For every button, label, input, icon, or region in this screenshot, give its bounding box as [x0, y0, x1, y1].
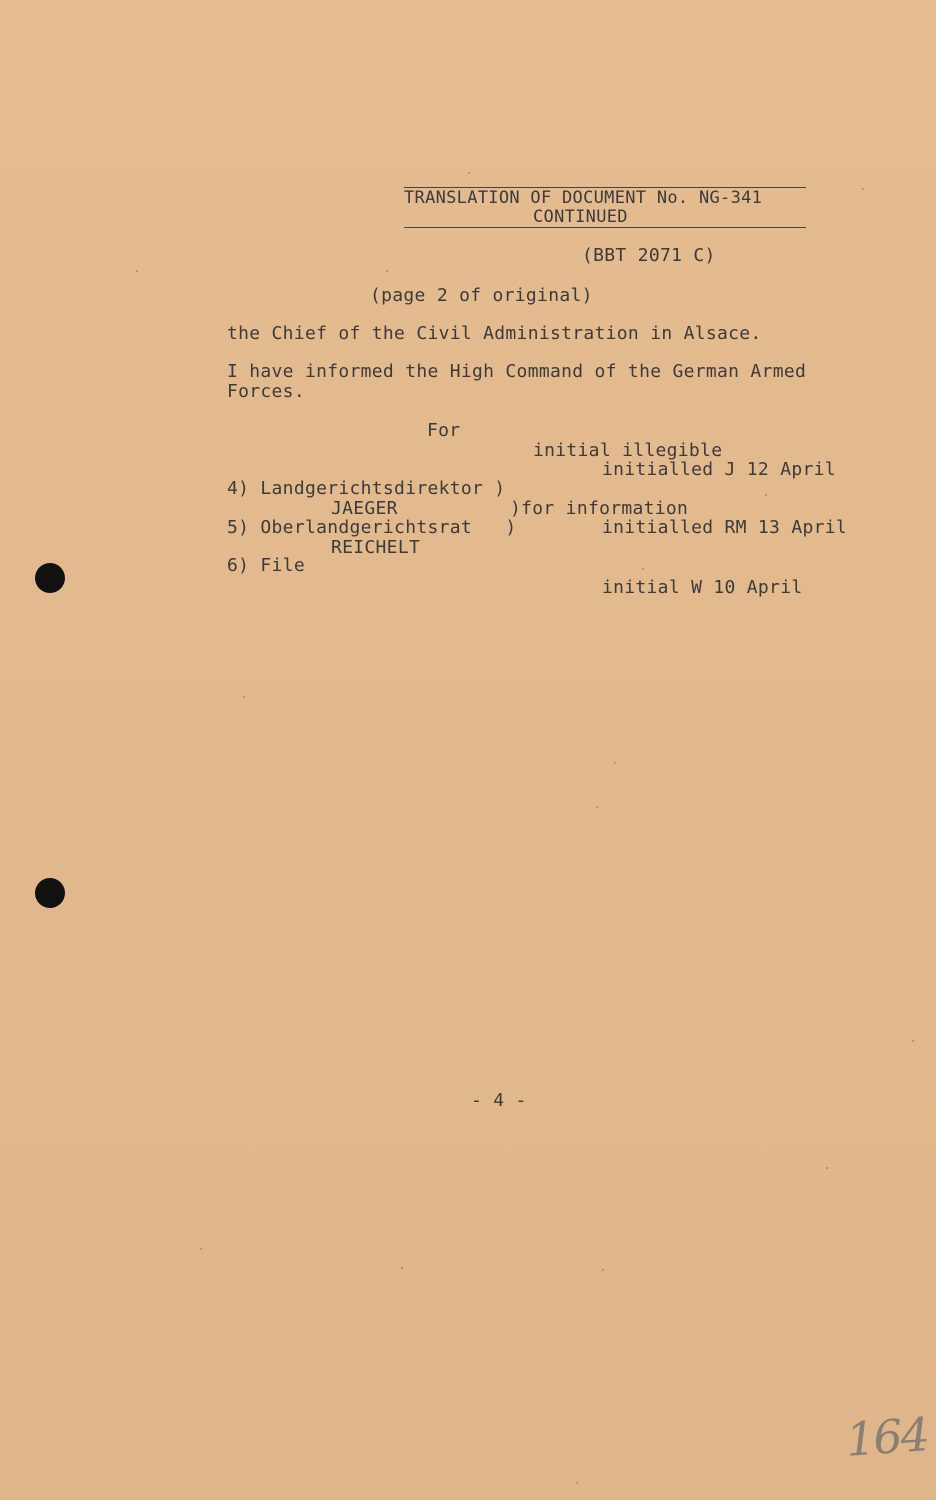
- initialled-rm: initialled RM 13 April: [602, 517, 848, 538]
- body-line-2a: I have informed the High Command of the German Armed: [227, 361, 807, 382]
- distribution-item-5-name: REICHELT: [331, 537, 421, 558]
- body-line-1: the Chief of the Civil Administration in Alsace.: [227, 323, 762, 344]
- reference-number: (BBT 2071 C): [582, 245, 716, 266]
- paper-speck: [401, 1267, 403, 1269]
- handwritten-page-number: 164: [844, 1407, 930, 1467]
- paper-speck: [826, 1167, 828, 1169]
- paper-speck: [243, 696, 245, 698]
- distribution-item-4-name: JAEGER: [331, 498, 398, 519]
- paper-speck: [602, 1269, 604, 1271]
- paper-speck: [642, 568, 644, 570]
- page-number: - 4 -: [471, 1090, 527, 1111]
- header-bottom-rule: [404, 227, 806, 228]
- paper-speck: [596, 806, 598, 808]
- punch-hole-top: [35, 563, 65, 593]
- body-line-2b: Forces.: [227, 381, 305, 402]
- paper-speck: [200, 1248, 202, 1250]
- paper-speck: [862, 188, 864, 190]
- paper-speck: [614, 762, 616, 764]
- paper-speck: [576, 1482, 578, 1484]
- paper-speck: [386, 270, 388, 272]
- paper-speck: [468, 172, 470, 174]
- initial-w: initial W 10 April: [602, 577, 803, 598]
- for-information: )for information: [510, 498, 689, 519]
- for-label: For: [427, 420, 461, 441]
- punch-hole-bottom: [35, 878, 65, 908]
- paper-speck: [765, 494, 767, 496]
- initial-illegible: initial illegible: [533, 440, 723, 461]
- initialled-j: initialled J 12 April: [602, 459, 836, 480]
- distribution-item-6: 6) File: [227, 555, 305, 576]
- document-title: TRANSLATION OF DOCUMENT No. NG-341: [404, 188, 763, 208]
- continued-label: CONTINUED: [533, 207, 628, 227]
- paper-speck: [912, 1040, 914, 1042]
- distribution-item-4: 4) Landgerichtsdirektor ): [227, 478, 506, 499]
- distribution-item-5: 5) Oberlandgerichtsrat ): [227, 517, 517, 538]
- paper-speck: [136, 270, 138, 272]
- page-note: (page 2 of original): [370, 285, 593, 306]
